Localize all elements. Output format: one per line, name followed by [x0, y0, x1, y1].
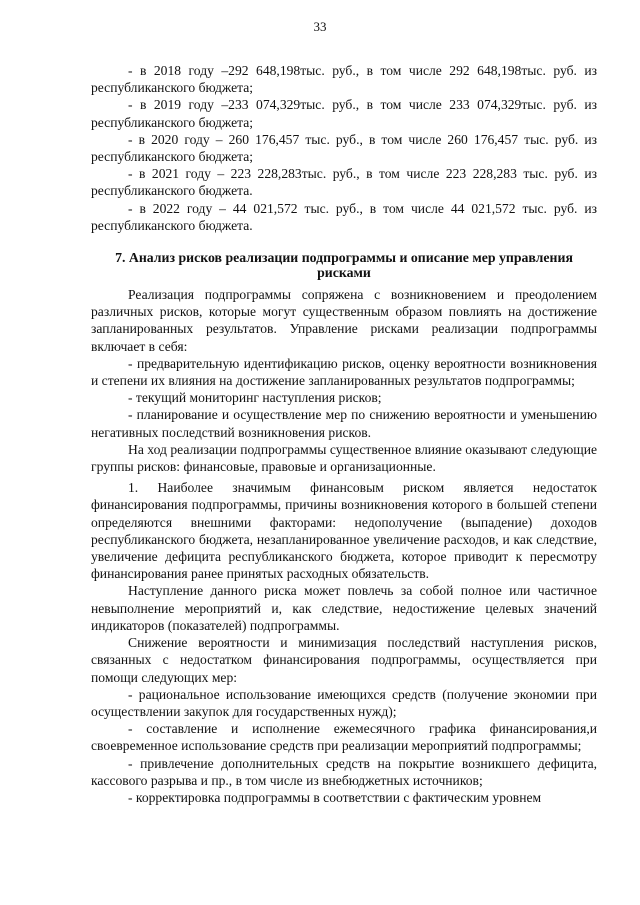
paragraph-risk-groups: На ход реализации подпрограммы существенное влияние оказывают следующие группы рисков: финансовые, правовые и организационные.	[91, 441, 597, 475]
section-heading: 7. Анализ рисков реализации подпрограммы и описание мер управления рисками	[115, 250, 573, 281]
page-number: 33	[313, 19, 327, 34]
list-item-identification: - предварительную идентификацию рисков, оценку вероятности возникновения и степени их влияния на достижение запланированных результатов подпрограммы;	[91, 355, 597, 389]
budget-item-2020: - в 2020 году – 260 176,457 тыс. руб., в том числе 260 176,457 тыс. руб. из республиканского бюджета;	[91, 131, 597, 165]
list-item-additional-funds: - привлечение дополнительных средств на покрытие возникшего дефицита, кассового разрыва и пр., в том числе из внебюджетных источников;	[91, 755, 597, 788]
budget-item-2022: - в 2022 году – 44 021,572 тыс. руб., в том числе 44 021,572 тыс. руб. из республиканского бюджета.	[91, 200, 597, 233]
list-item-rational-use: - рациональное использование имеющихся средств (получение экономии при осуществлении закупок для государственных нужд);	[91, 686, 597, 719]
paragraph-mitigation: Снижение вероятности и минимизация последствий наступления рисков, связанных с недостатком финансирования подпрограммы, осуществляется при помощи следующих мер:	[91, 635, 597, 685]
paragraph-intro: Реализация подпрограммы сопряжена с возникновением и преодолением различных рисков, которые могут существенным образом повлиять на достижение запланированных результатов. Управление рисками реализации подпрограммы включает в себя:	[91, 287, 597, 354]
paragraph-financial-risk: 1. Наиболее значимым финансовым риском является недостаток финансирования подпрограммы, причины возникновения которого в большей степени определяются внешними факторами: недополучение (выпадение) доходов республиканского бюджета, незапланированное увеличение расходов, и как следствие, увеличение дефицита республиканского бюджета, которое приводит к пересмотру финансирования ранее принятых расходных обязательств.	[91, 480, 597, 582]
paragraph-consequences: Наступление данного риска может повлечь за собой полное или частичное невыполнение мероприятий и, как следствие, недостижение целевых значений индикаторов (показателей) подпрограммы.	[91, 583, 597, 633]
budget-item-2021: - в 2021 году – 223 228,283тыс. руб., в том числе 223 228,283 тыс. руб. из республиканского бюджета.	[91, 166, 597, 199]
budget-item-2019: - в 2019 году –233 074,329тыс. руб., в том числе 233 074,329тыс. руб. из республиканского бюджета;	[91, 97, 597, 130]
list-item-adjustment: - корректировка подпрограммы в соответствии с фактическим уровнем	[128, 789, 542, 805]
list-item-monitoring: - текущий мониторинг наступления рисков;	[128, 390, 382, 406]
list-item-planning: - планирование и осуществление мер по снижению вероятности и уменьшению негативных последствий возникновения рисков.	[91, 407, 597, 440]
budget-item-2018: - в 2018 году –292 648,198тыс. руб., в том числе 292 648,198тыс. руб. из республиканского бюджета;	[91, 63, 597, 96]
list-item-schedule: - составление и исполнение ежемесячного графика финансирования,и своевременное использование средств при реализации мероприятий подпрограммы;	[91, 721, 597, 754]
page-content	[91, 62, 597, 806]
